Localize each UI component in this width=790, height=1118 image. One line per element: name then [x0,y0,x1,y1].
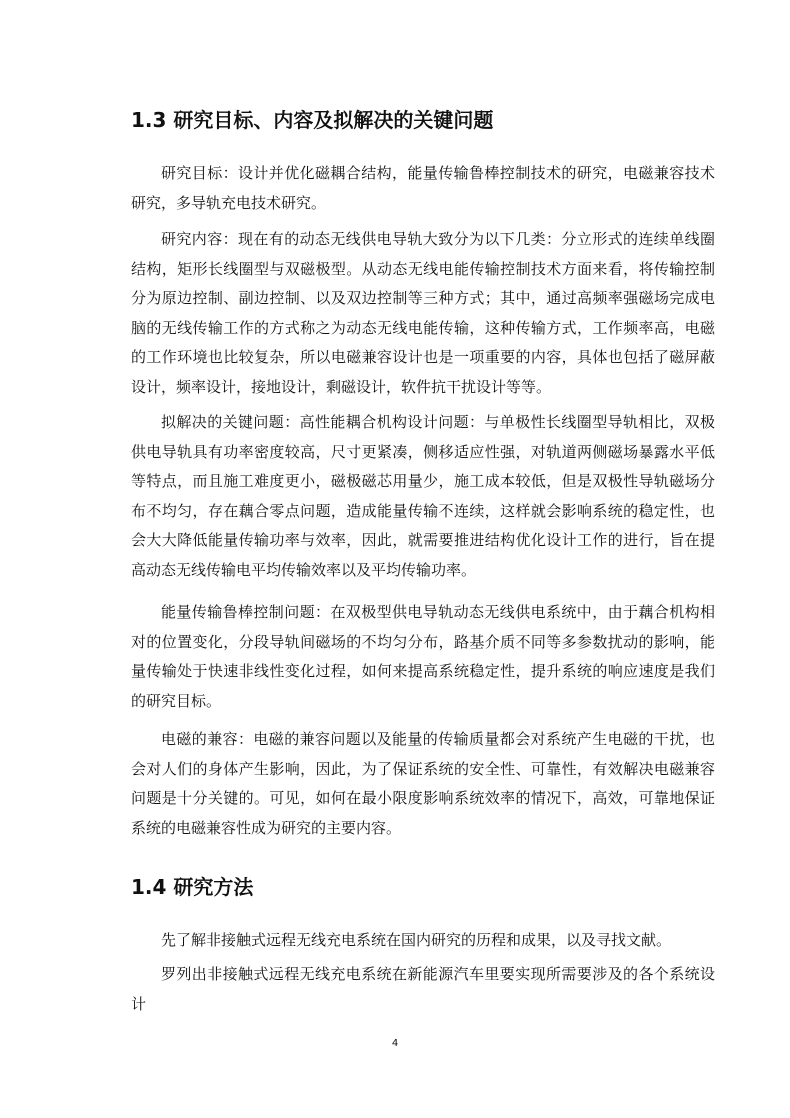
paragraph-emc: 电磁的兼容：电磁的兼容问题以及能量的传输质量都会对系统产生电磁的干扰，也会对人们的身体产生影响，因此，为了保证系统的安全性、可靠性，有效解决电磁兼容问题是十分关键的。可见，如何在最小限度影响系统效率的情况下，高效，可靠地保证系统的电磁兼容性成为研究的主要内容。 [131,730,715,837]
page-number: 4 [391,1038,399,1049]
section-heading-1-3: 1.3 研究目标、内容及拟解决的关键问题 [131,108,494,132]
paragraph-robust-control: 能量传输鲁棒控制问题：在双极型供电导轨动态无线供电系统中，由于藕合机构相对的位置变化，分段导轨间磁场的不均匀分布，路基介质不同等多参数扰动的影响，能量传输处于快速非线性变化过程，如何来提高系统稳定性，提升系统的响应速度是我们的研究目标。 [131,603,715,710]
paragraph-method-systems: 罗列出非接触式远程无线充电系统在新能源汽车里要实现所需要涉及的各个系统设计 [131,965,715,1013]
paragraph-research-content: 研究内容：现在有的动态无线供电导轨大致分为以下几类：分立形式的连续单线圈结构，矩形长线圈型与双磁极型。从动态无线电能传输控制技术方面来看，将传输控制分为原边控制、副边控制、以及双边控制等三种方式；其中，通过高频率强磁场完成电脑的无线传输工作的方式称之为动态无线电能传输，这种传输方式，工作频率高，电磁的工作环境也比较复杂，所以电磁兼容设计也是一项重要的内容，具体也包括了磁屏蔽设计，频率设计，接地设计，剩磁设计，软件抗干扰设计等等。 [131,230,715,396]
paragraph-key-problems: 拟解决的关键问题：高性能耦合机构设计问题：与单极性长线圈型导轨相比，双极供电导轨具有功率密度较高，尺寸更紧凑，侧移适应性强，对轨道两侧磁场暴露水平低等特点，而且施工难度更小，磁极磁芯用量少，施工成本较低，但是双极性导轨磁场分布不均匀，存在藕合零点问题，造成能量传输不连续，这样就会影响系统的稳定性，也会大大降低能量传输功率与效率，因此，就需要推进结构优化设计工作的进行，旨在提高动态无线传输电平均传输效率以及平均传输功率。 [131,413,715,579]
paragraph-method-literature: 先了解非接触式远程无线充电系统在国内研究的历程和成果，以及寻找文献。 [161,931,672,949]
paragraph-research-goal: 研究目标：设计并优化磁耦合结构，能量传输鲁棒控制技术的研究，电磁兼容技术研究，多导轨充电技术研究。 [131,164,715,212]
section-heading-1-4: 1.4 研究方法 [131,875,254,899]
